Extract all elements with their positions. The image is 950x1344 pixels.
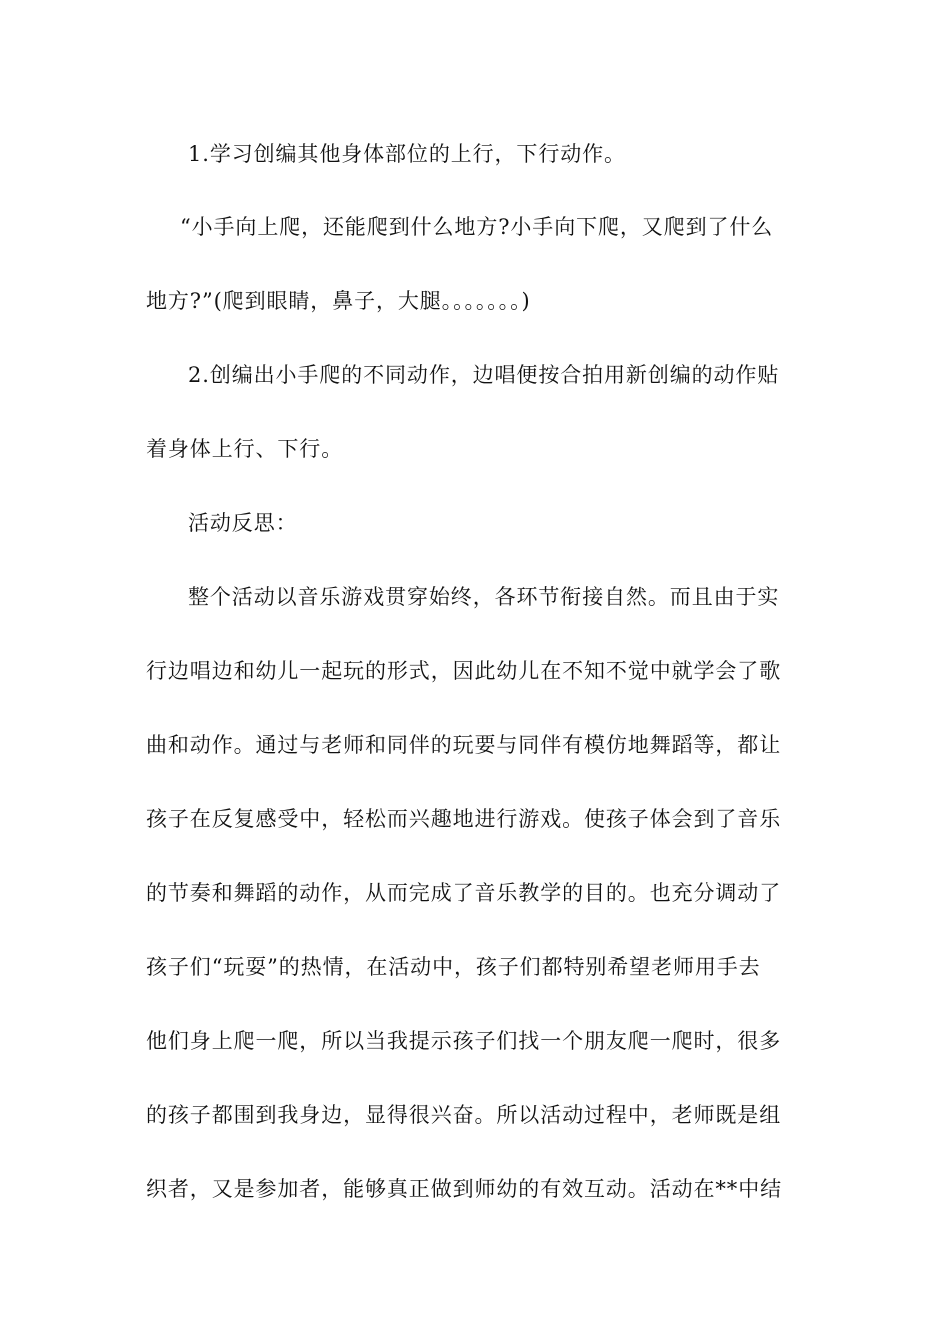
- text-line: 孩子们“玩耍”的热情，在活动中，孩子们都特别希望老师用手去: [146, 955, 761, 979]
- text-line: 整个活动以音乐游戏贯穿始终，各环节衔接自然。而且由于实: [188, 585, 780, 609]
- text-line: 着身体上行、下行。: [146, 437, 344, 461]
- text-line: 的节奏和舞蹈的动作，从而完成了音乐教学的目的。也充分调动了: [146, 881, 782, 905]
- text-line: 曲和动作。通过与老师和同伴的玩要与同伴有模仿地舞蹈等，都让: [146, 733, 782, 757]
- text-line: 行边唱边和幼儿一起玩的形式，因此幼儿在不知不觉中就学会了歌: [146, 659, 782, 683]
- text-line: 的孩子都围到我身边，显得很兴奋。所以活动过程中，老师既是组: [146, 1103, 782, 1127]
- text-line: 孩子在反复感受中，轻松而兴趣地进行游戏。使孩子体会到了音乐: [146, 807, 782, 831]
- text-line: 2.创编出小手爬的不同动作，边唱便按合拍用新创编的动作贴: [188, 363, 780, 387]
- text-line: “小手向上爬，还能爬到什么地方?小手向下爬，又爬到了什么: [180, 215, 774, 239]
- text-line: 织者，又是参加者，能够真正做到师幼的有效互动。活动在**中结: [146, 1177, 782, 1201]
- text-line: 1.学习创编其他身体部位的上行，下行动作。: [188, 142, 626, 166]
- section-heading: 活动反思：: [188, 511, 298, 535]
- text-line: 地方?”(爬到眼睛，鼻子，大腿。。。。。。。): [146, 289, 531, 313]
- text-line: 他们身上爬一爬，所以当我提示孩子们找一个朋友爬一爬时，很多: [146, 1029, 782, 1053]
